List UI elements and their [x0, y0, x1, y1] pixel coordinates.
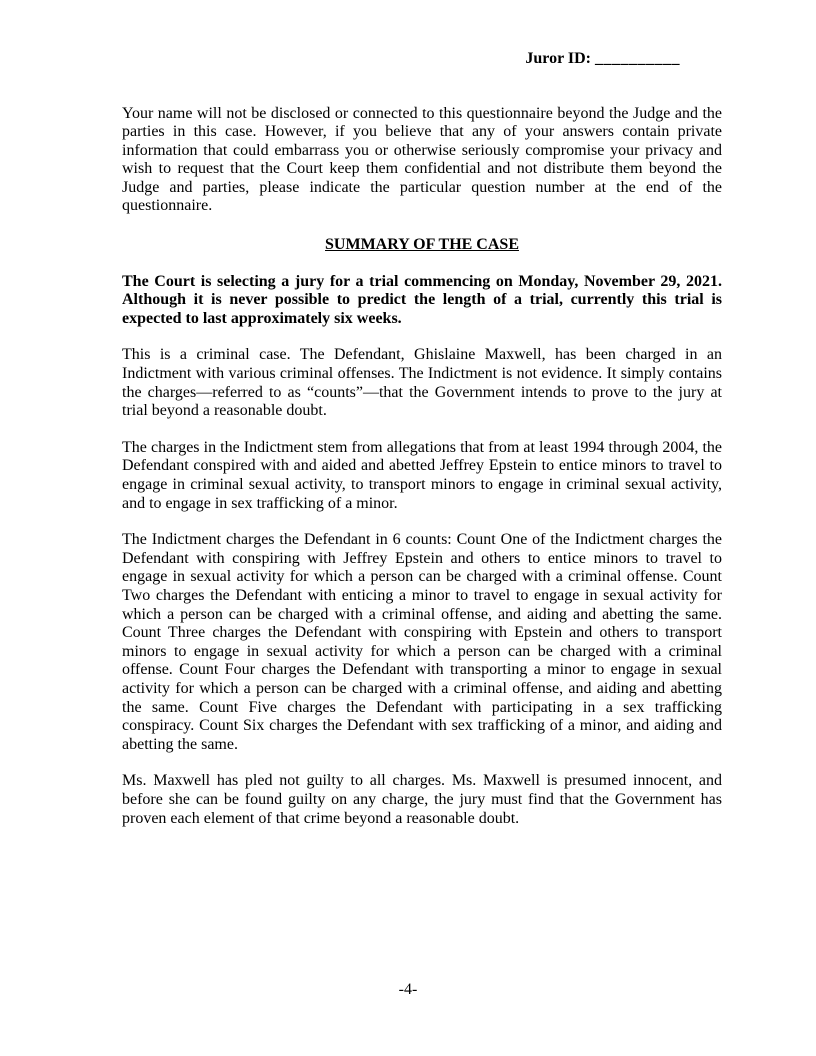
- juror-id-label: Juror ID:: [525, 50, 591, 67]
- paragraph-indictment-counts: The Indictment charges the Defendant in 6 counts: Count One of the Indictment charges the Defendant with conspiring with Jeffrey Epstein and others to entice minors to travel to engage in sexual activity for which a person can be charged with a criminal offense. Count Two charges the Defendant with enticing a minor to travel to engage in sexual activity for which a person can be charged with a criminal offense, and aiding and abetting the same. Count Three charges the Defendant with conspiring with Epstein and others to transport minors to engage in sexual activity for which a person can be charged with a criminal offense. Count Four charges the Defendant with transporting a minor to engage in sexual activity for which a person can be charged with a criminal offense, and aiding and abetting the same. Count Five charges the Defendant with participating in a sex trafficking conspiracy. Count Six charges the Defendant with sex trafficking of a minor, and aiding and abetting the same.: [122, 531, 722, 753]
- paragraph-criminal-case-overview: This is a criminal case. The Defendant, Ghislaine Maxwell, has been charged in an Indictment with various criminal offenses. The Indictment is not evidence. It simply contains the charges—referred to as “counts”—that the Government intends to prove to the jury at trial beyond a reasonable doubt.: [122, 346, 722, 420]
- page-number: -4-: [398, 981, 418, 999]
- paragraph-charges-allegations: The charges in the Indictment stem from allegations that from at least 1994 through 2004, the Defendant conspired with and aided and abetted Jeffrey Epstein to entice minors to travel to engage in criminal sexual activity, to transport minors to engage in criminal sexual activity, and to engage in sex trafficking of a minor.: [122, 438, 722, 512]
- paragraph-trial-schedule: The Court is selecting a jury for a trial commencing on Monday, November 29, 2021. Although it is never possible to predict the length of a trial, currently this trial is expected to last approximately six weeks.: [122, 272, 722, 327]
- juror-id-line: [122, 50, 722, 69]
- paragraph-presumption-of-innocence: Ms. Maxwell has pled not guilty to all charges. Ms. Maxwell is presumed innocent, and before she can be found guilty on any charge, the jury must find that the Government has proven each element of that crime beyond a reasonable doubt.: [122, 772, 722, 827]
- juror-id-blank-field: __________: [595, 50, 680, 67]
- paragraph-confidentiality-notice: Your name will not be disclosed or connected to this questionnaire beyond the Judge and the parties in this case. However, if you believe that any of your answers contain private information that could embarrass you or otherwise seriously compromise your privacy and wish to request that the Court keep them confidential and not distribute them beyond the Judge and parties, please indicate the particular question number at the end of the questionnaire.: [122, 104, 722, 215]
- section-heading-summary-of-the-case: SUMMARY OF THE CASE: [325, 236, 519, 254]
